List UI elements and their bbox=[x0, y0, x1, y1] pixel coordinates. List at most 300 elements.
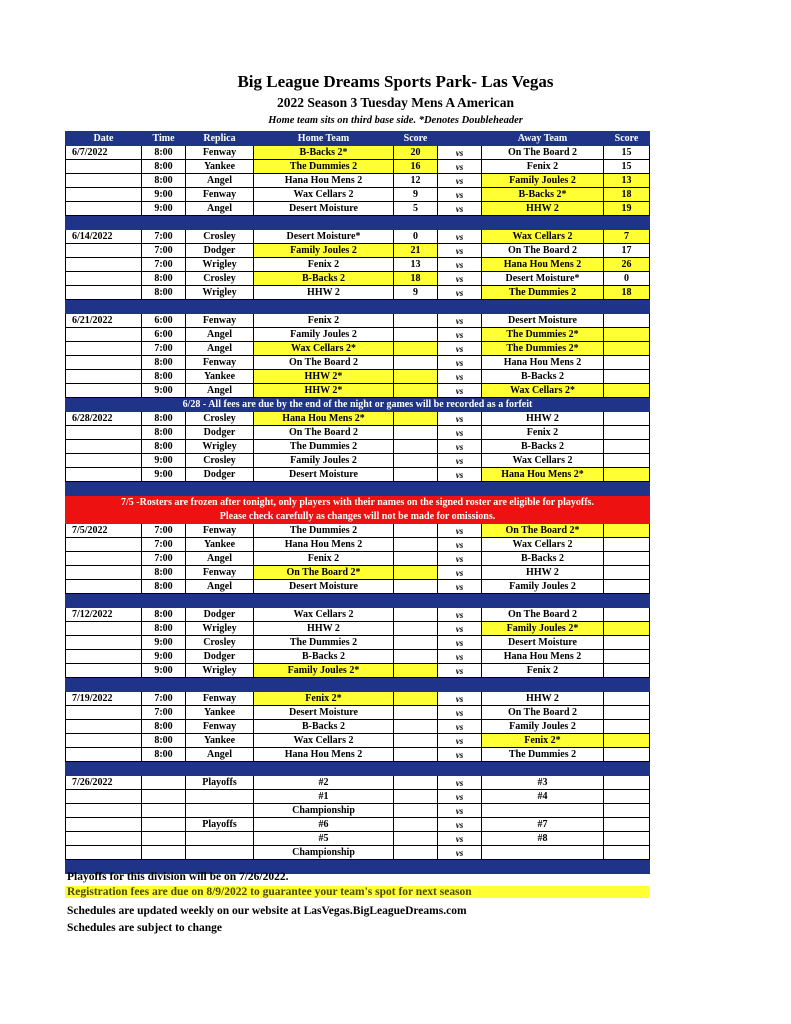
away-score-cell bbox=[604, 552, 650, 566]
game-row bbox=[66, 734, 650, 748]
schedule-table bbox=[65, 131, 650, 874]
home-team-cell: Fenix 2 bbox=[254, 258, 394, 272]
date-cell: 7/5/2022 bbox=[66, 524, 142, 538]
field-cell: Fenway bbox=[186, 188, 254, 202]
away-score-cell bbox=[604, 370, 650, 384]
game-row bbox=[66, 342, 650, 356]
field-cell: Fenway bbox=[186, 314, 254, 328]
field-cell: Yankee bbox=[186, 706, 254, 720]
field-cell: Wrigley bbox=[186, 286, 254, 300]
away-team-cell: Family Joules 2* bbox=[482, 622, 604, 636]
time-cell: 8:00 bbox=[142, 174, 186, 188]
home-team-cell: Wax Cellars 2 bbox=[254, 734, 394, 748]
away-score-cell bbox=[604, 636, 650, 650]
notice-text: 6/28 - All fees are due by the end of the night or games will be recorded as a forfeit bbox=[66, 398, 650, 412]
game-row bbox=[66, 552, 650, 566]
game-row bbox=[66, 720, 650, 734]
home-team-cell: B-Backs 2 bbox=[254, 272, 394, 286]
home-score-cell bbox=[394, 790, 438, 804]
home-score-cell bbox=[394, 454, 438, 468]
time-cell: 7:00 bbox=[142, 524, 186, 538]
home-score-cell bbox=[394, 426, 438, 440]
away-score-cell bbox=[604, 720, 650, 734]
away-score-cell bbox=[604, 524, 650, 538]
change-note: Schedules are subject to change bbox=[67, 922, 223, 934]
home-score-cell: 9 bbox=[394, 188, 438, 202]
home-team-cell: Wax Cellars 2* bbox=[254, 342, 394, 356]
date-cell bbox=[66, 566, 142, 580]
away-team-cell: Hana Hou Mens 2 bbox=[482, 258, 604, 272]
home-team-cell: Desert Moisture bbox=[254, 468, 394, 482]
away-team-cell: B-Backs 2 bbox=[482, 370, 604, 384]
home-team-cell: Hana Hou Mens 2 bbox=[254, 174, 394, 188]
vs-cell: vs bbox=[438, 566, 482, 580]
vs-cell: vs bbox=[438, 258, 482, 272]
home-score-cell bbox=[394, 566, 438, 580]
date-cell bbox=[66, 328, 142, 342]
home-score-cell bbox=[394, 440, 438, 454]
fee-notice-row bbox=[66, 398, 650, 412]
away-score-cell bbox=[604, 566, 650, 580]
field-cell: Dodger bbox=[186, 468, 254, 482]
field-cell: Fenway bbox=[186, 356, 254, 370]
game-row bbox=[66, 524, 650, 538]
vs-cell: vs bbox=[438, 818, 482, 832]
game-row bbox=[66, 188, 650, 202]
header-home-team: Home Team bbox=[254, 132, 394, 146]
notice-text: Please check carefully as changes will not be made for omissions. bbox=[66, 510, 650, 524]
vs-cell: vs bbox=[438, 160, 482, 174]
separator-cell bbox=[66, 216, 650, 230]
home-score-cell bbox=[394, 776, 438, 790]
game-row bbox=[66, 230, 650, 244]
game-row bbox=[66, 426, 650, 440]
field-cell: Yankee bbox=[186, 160, 254, 174]
date-cell bbox=[66, 384, 142, 398]
home-team-cell: #5 bbox=[254, 832, 394, 846]
separator-row bbox=[66, 762, 650, 776]
schedule-body bbox=[66, 146, 650, 874]
away-team-cell: Family Joules 2 bbox=[482, 580, 604, 594]
time-cell: 7:00 bbox=[142, 244, 186, 258]
field-cell: Fenway bbox=[186, 524, 254, 538]
vs-cell: vs bbox=[438, 244, 482, 258]
home-score-cell bbox=[394, 580, 438, 594]
away-team-cell: #3 bbox=[482, 776, 604, 790]
away-team-cell: #4 bbox=[482, 790, 604, 804]
field-cell: Yankee bbox=[186, 734, 254, 748]
home-score-cell: 20 bbox=[394, 146, 438, 160]
home-score-cell bbox=[394, 524, 438, 538]
time-cell bbox=[142, 818, 186, 832]
schedule-note: Home team sits on third base side. *Denotes Doubleheader bbox=[268, 115, 523, 126]
separator-cell bbox=[66, 678, 650, 692]
away-score-cell: 15 bbox=[604, 160, 650, 174]
home-team-cell: On The Board 2 bbox=[254, 426, 394, 440]
away-score-cell bbox=[604, 748, 650, 762]
time-cell: 8:00 bbox=[142, 160, 186, 174]
date-cell bbox=[66, 356, 142, 370]
time-cell: 7:00 bbox=[142, 342, 186, 356]
field-cell: Yankee bbox=[186, 370, 254, 384]
home-score-cell: 13 bbox=[394, 258, 438, 272]
home-score-cell: 9 bbox=[394, 286, 438, 300]
date-cell bbox=[66, 664, 142, 678]
separator-row bbox=[66, 216, 650, 230]
away-score-cell bbox=[604, 832, 650, 846]
separator-row bbox=[66, 594, 650, 608]
home-score-cell bbox=[394, 370, 438, 384]
away-score-cell bbox=[604, 818, 650, 832]
home-score-cell bbox=[394, 468, 438, 482]
away-team-cell: HHW 2 bbox=[482, 202, 604, 216]
home-team-cell: The Dummies 2 bbox=[254, 440, 394, 454]
date-cell bbox=[66, 258, 142, 272]
time-cell: 8:00 bbox=[142, 286, 186, 300]
game-row bbox=[66, 636, 650, 650]
away-score-cell bbox=[604, 706, 650, 720]
vs-cell: vs bbox=[438, 174, 482, 188]
vs-cell: vs bbox=[438, 202, 482, 216]
vs-cell: vs bbox=[438, 692, 482, 706]
away-team-cell: Fenix 2 bbox=[482, 664, 604, 678]
field-cell: Crosley bbox=[186, 272, 254, 286]
home-team-cell: B-Backs 2 bbox=[254, 720, 394, 734]
home-team-cell: Wax Cellars 2 bbox=[254, 188, 394, 202]
time-cell bbox=[142, 832, 186, 846]
home-score-cell bbox=[394, 412, 438, 426]
field-cell: Angel bbox=[186, 174, 254, 188]
home-score-cell bbox=[394, 342, 438, 356]
game-row bbox=[66, 146, 650, 160]
time-cell: 7:00 bbox=[142, 230, 186, 244]
game-row bbox=[66, 846, 650, 860]
vs-cell: vs bbox=[438, 454, 482, 468]
game-row bbox=[66, 328, 650, 342]
away-score-cell bbox=[604, 328, 650, 342]
away-score-cell bbox=[604, 734, 650, 748]
home-score-cell bbox=[394, 608, 438, 622]
away-team-cell: B-Backs 2* bbox=[482, 188, 604, 202]
time-cell bbox=[142, 804, 186, 818]
home-team-cell: Desert Moisture bbox=[254, 580, 394, 594]
time-cell: 6:00 bbox=[142, 328, 186, 342]
away-team-cell: On The Board 2 bbox=[482, 244, 604, 258]
game-row bbox=[66, 370, 650, 384]
field-cell: Dodger bbox=[186, 244, 254, 258]
website-note: Schedules are updated weekly on our website at LasVegas.BigLeagueDreams.com bbox=[67, 905, 467, 917]
time-cell: 9:00 bbox=[142, 664, 186, 678]
header-replica: Replica bbox=[186, 132, 254, 146]
date-cell: 6/21/2022 bbox=[66, 314, 142, 328]
home-team-cell: Family Joules 2 bbox=[254, 328, 394, 342]
home-score-cell bbox=[394, 720, 438, 734]
home-score-cell bbox=[394, 804, 438, 818]
home-team-cell: #1 bbox=[254, 790, 394, 804]
vs-cell: vs bbox=[438, 524, 482, 538]
field-cell bbox=[186, 846, 254, 860]
page-subtitle: 2022 Season 3 Tuesday Mens A American bbox=[276, 95, 515, 110]
game-row bbox=[66, 202, 650, 216]
home-score-cell bbox=[394, 846, 438, 860]
field-cell: Fenway bbox=[186, 692, 254, 706]
away-score-cell bbox=[604, 356, 650, 370]
away-score-cell bbox=[604, 846, 650, 860]
date-cell bbox=[66, 468, 142, 482]
away-score-cell bbox=[604, 342, 650, 356]
registration-note: Registration fees are due on 8/9/2022 to guarantee your team's spot for next season bbox=[65, 886, 649, 898]
away-team-cell: Wax Cellars 2 bbox=[482, 454, 604, 468]
game-row bbox=[66, 790, 650, 804]
field-cell: Fenway bbox=[186, 720, 254, 734]
time-cell: 8:00 bbox=[142, 426, 186, 440]
vs-cell: vs bbox=[438, 580, 482, 594]
date-cell bbox=[66, 650, 142, 664]
time-cell: 7:00 bbox=[142, 706, 186, 720]
field-cell: Fenway bbox=[186, 566, 254, 580]
date-cell bbox=[66, 454, 142, 468]
date-cell: 7/26/2022 bbox=[66, 776, 142, 790]
home-score-cell: 12 bbox=[394, 174, 438, 188]
away-score-cell: 7 bbox=[604, 230, 650, 244]
vs-cell: vs bbox=[438, 412, 482, 426]
date-cell bbox=[66, 160, 142, 174]
vs-cell: vs bbox=[438, 748, 482, 762]
field-cell: Playoffs bbox=[186, 818, 254, 832]
away-team-cell: On The Board 2 bbox=[482, 146, 604, 160]
date-cell bbox=[66, 846, 142, 860]
away-score-cell bbox=[604, 538, 650, 552]
game-row bbox=[66, 468, 650, 482]
home-score-cell bbox=[394, 636, 438, 650]
home-score-cell bbox=[394, 692, 438, 706]
home-team-cell: Wax Cellars 2 bbox=[254, 608, 394, 622]
time-cell: 8:00 bbox=[142, 356, 186, 370]
time-cell: 9:00 bbox=[142, 202, 186, 216]
away-score-cell bbox=[604, 790, 650, 804]
home-team-cell: HHW 2 bbox=[254, 622, 394, 636]
vs-cell: vs bbox=[438, 538, 482, 552]
game-row bbox=[66, 664, 650, 678]
vs-cell: vs bbox=[438, 286, 482, 300]
home-team-cell: Family Joules 2 bbox=[254, 454, 394, 468]
time-cell bbox=[142, 846, 186, 860]
date-cell bbox=[66, 286, 142, 300]
field-cell: Angel bbox=[186, 384, 254, 398]
game-row bbox=[66, 622, 650, 636]
game-row bbox=[66, 384, 650, 398]
home-score-cell bbox=[394, 328, 438, 342]
home-team-cell: Desert Moisture* bbox=[254, 230, 394, 244]
game-row bbox=[66, 818, 650, 832]
vs-cell: vs bbox=[438, 846, 482, 860]
away-score-cell bbox=[604, 608, 650, 622]
home-team-cell: HHW 2* bbox=[254, 370, 394, 384]
away-team-cell: On The Board 2 bbox=[482, 608, 604, 622]
vs-cell: vs bbox=[438, 426, 482, 440]
away-score-cell bbox=[604, 426, 650, 440]
date-cell bbox=[66, 636, 142, 650]
field-cell: Yankee bbox=[186, 538, 254, 552]
away-score-cell: 18 bbox=[604, 286, 650, 300]
date-cell bbox=[66, 790, 142, 804]
header-time: Time bbox=[142, 132, 186, 146]
away-team-cell: Wax Cellars 2 bbox=[482, 538, 604, 552]
date-cell bbox=[66, 174, 142, 188]
time-cell: 8:00 bbox=[142, 720, 186, 734]
vs-cell: vs bbox=[438, 622, 482, 636]
home-score-cell: 5 bbox=[394, 202, 438, 216]
game-row bbox=[66, 286, 650, 300]
away-score-cell bbox=[604, 692, 650, 706]
time-cell: 9:00 bbox=[142, 636, 186, 650]
roster-notice-row bbox=[66, 510, 650, 524]
time-cell: 8:00 bbox=[142, 622, 186, 636]
time-cell: 6:00 bbox=[142, 314, 186, 328]
separator-cell bbox=[66, 594, 650, 608]
vs-cell: vs bbox=[438, 832, 482, 846]
away-team-cell: Desert Moisture bbox=[482, 636, 604, 650]
away-score-cell: 26 bbox=[604, 258, 650, 272]
home-score-cell bbox=[394, 734, 438, 748]
home-team-cell: Desert Moisture bbox=[254, 202, 394, 216]
field-cell: Wrigley bbox=[186, 622, 254, 636]
away-team-cell: Fenix 2 bbox=[482, 426, 604, 440]
notice-text: 7/5 -Rosters are frozen after tonight, only players with their names on the signed roster are eligible for playoffs. bbox=[66, 496, 650, 510]
playoffs-note: Playoffs for this division will be on 7/26/2022. bbox=[67, 871, 289, 883]
home-team-cell: Hana Hou Mens 2 bbox=[254, 538, 394, 552]
vs-cell: vs bbox=[438, 790, 482, 804]
field-cell: Angel bbox=[186, 552, 254, 566]
time-cell: 8:00 bbox=[142, 440, 186, 454]
home-team-cell: Fenix 2 bbox=[254, 552, 394, 566]
home-team-cell: Family Joules 2* bbox=[254, 664, 394, 678]
page-title: Big League Dreams Sports Park- Las Vegas bbox=[237, 72, 554, 91]
header-row bbox=[66, 132, 650, 146]
home-score-cell: 0 bbox=[394, 230, 438, 244]
vs-cell: vs bbox=[438, 706, 482, 720]
date-cell bbox=[66, 538, 142, 552]
time-cell: 8:00 bbox=[142, 146, 186, 160]
time-cell: 8:00 bbox=[142, 748, 186, 762]
time-cell: 9:00 bbox=[142, 650, 186, 664]
vs-cell: vs bbox=[438, 146, 482, 160]
home-score-cell: 21 bbox=[394, 244, 438, 258]
vs-cell: vs bbox=[438, 342, 482, 356]
game-row bbox=[66, 174, 650, 188]
date-cell bbox=[66, 202, 142, 216]
time-cell: 9:00 bbox=[142, 188, 186, 202]
away-team-cell: Desert Moisture* bbox=[482, 272, 604, 286]
date-cell bbox=[66, 244, 142, 258]
separator-row bbox=[66, 678, 650, 692]
date-cell bbox=[66, 734, 142, 748]
date-cell bbox=[66, 272, 142, 286]
separator-row bbox=[66, 300, 650, 314]
away-team-cell: #8 bbox=[482, 832, 604, 846]
game-row bbox=[66, 538, 650, 552]
away-team-cell: On The Board 2 bbox=[482, 706, 604, 720]
game-row bbox=[66, 412, 650, 426]
time-cell: 8:00 bbox=[142, 566, 186, 580]
date-cell: 7/12/2022 bbox=[66, 608, 142, 622]
field-cell: Angel bbox=[186, 202, 254, 216]
header-home-score: Score bbox=[394, 132, 438, 146]
field-cell: Dodger bbox=[186, 426, 254, 440]
date-cell bbox=[66, 622, 142, 636]
home-team-cell: Family Joules 2 bbox=[254, 244, 394, 258]
vs-cell: vs bbox=[438, 734, 482, 748]
home-team-cell: HHW 2* bbox=[254, 384, 394, 398]
vs-cell: vs bbox=[438, 804, 482, 818]
game-row bbox=[66, 650, 650, 664]
field-cell bbox=[186, 790, 254, 804]
vs-cell: vs bbox=[438, 230, 482, 244]
game-row bbox=[66, 272, 650, 286]
header-away-score: Score bbox=[604, 132, 650, 146]
vs-cell: vs bbox=[438, 188, 482, 202]
vs-cell: vs bbox=[438, 650, 482, 664]
game-row bbox=[66, 776, 650, 790]
game-row bbox=[66, 454, 650, 468]
vs-cell: vs bbox=[438, 314, 482, 328]
home-score-cell: 18 bbox=[394, 272, 438, 286]
home-team-cell: HHW 2 bbox=[254, 286, 394, 300]
game-row bbox=[66, 692, 650, 706]
game-row bbox=[66, 440, 650, 454]
vs-cell: vs bbox=[438, 664, 482, 678]
away-team-cell: Hana Hou Mens 2* bbox=[482, 468, 604, 482]
away-score-cell: 0 bbox=[604, 272, 650, 286]
home-team-cell: On The Board 2 bbox=[254, 356, 394, 370]
date-cell bbox=[66, 818, 142, 832]
date-cell bbox=[66, 720, 142, 734]
away-score-cell bbox=[604, 412, 650, 426]
home-team-cell: Desert Moisture bbox=[254, 706, 394, 720]
away-team-cell: HHW 2 bbox=[482, 566, 604, 580]
time-cell: 7:00 bbox=[142, 552, 186, 566]
field-cell: Dodger bbox=[186, 650, 254, 664]
home-score-cell bbox=[394, 538, 438, 552]
field-cell bbox=[186, 832, 254, 846]
time-cell: 7:00 bbox=[142, 258, 186, 272]
home-team-cell: Championship bbox=[254, 804, 394, 818]
home-team-cell: The Dummies 2 bbox=[254, 524, 394, 538]
date-cell bbox=[66, 552, 142, 566]
away-team-cell: HHW 2 bbox=[482, 412, 604, 426]
field-cell: Crosley bbox=[186, 454, 254, 468]
away-team-cell bbox=[482, 804, 604, 818]
away-team-cell: The Dummies 2* bbox=[482, 328, 604, 342]
date-cell bbox=[66, 426, 142, 440]
separator-cell bbox=[66, 762, 650, 776]
home-score-cell bbox=[394, 832, 438, 846]
field-cell: Wrigley bbox=[186, 258, 254, 272]
vs-cell: vs bbox=[438, 636, 482, 650]
home-team-cell: The Dummies 2 bbox=[254, 636, 394, 650]
time-cell bbox=[142, 790, 186, 804]
away-team-cell: #7 bbox=[482, 818, 604, 832]
home-score-cell bbox=[394, 818, 438, 832]
header-vs bbox=[438, 132, 482, 146]
date-cell bbox=[66, 188, 142, 202]
home-team-cell: Fenix 2* bbox=[254, 692, 394, 706]
away-team-cell: The Dummies 2* bbox=[482, 342, 604, 356]
field-cell: Playoffs bbox=[186, 776, 254, 790]
away-team-cell: Fenix 2 bbox=[482, 160, 604, 174]
game-row bbox=[66, 356, 650, 370]
game-row bbox=[66, 580, 650, 594]
